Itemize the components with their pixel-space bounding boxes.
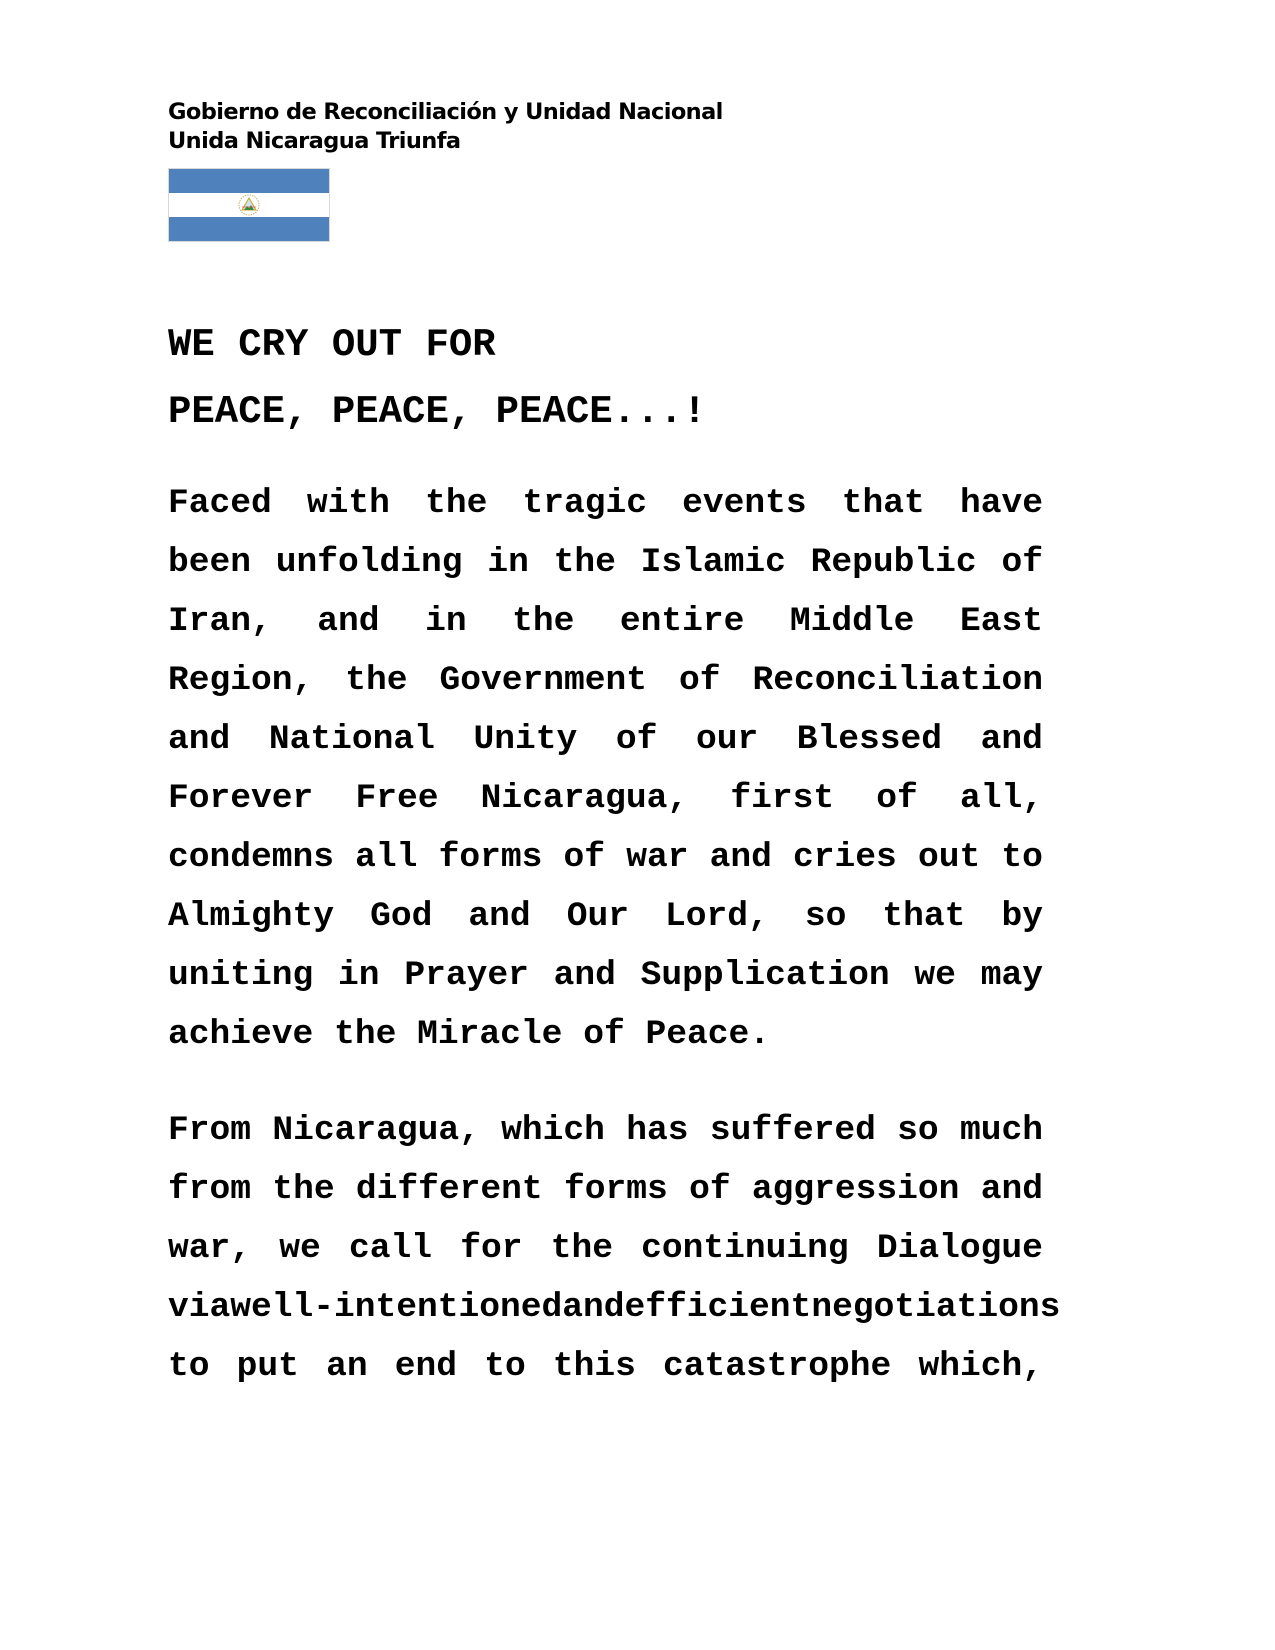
page-title-line2: PEACE, PEACE, PEACE...! (168, 390, 707, 434)
word: and (553, 956, 616, 995)
word: Dialogue (876, 1229, 1043, 1268)
word: have (959, 484, 1043, 523)
paragraph-line (168, 710, 1043, 769)
paragraph-line (168, 1005, 1043, 1064)
word: cries (793, 838, 897, 877)
word: tragic (522, 484, 647, 523)
word: has (626, 1111, 689, 1150)
word: Our (566, 897, 629, 936)
word: may (980, 956, 1043, 995)
word: catastrophe (663, 1347, 892, 1386)
word: well-intentioned (230, 1288, 563, 1327)
word: in (487, 543, 529, 582)
paragraph-line (168, 1337, 1043, 1396)
paragraph-2 (168, 1101, 1061, 1396)
word: and (168, 720, 231, 759)
word: and (317, 602, 380, 641)
word: first (730, 779, 835, 818)
word: of (615, 720, 658, 759)
word: Supplication (640, 956, 890, 995)
word: we (914, 956, 956, 995)
government-name: Gobierno de Reconciliación y Unidad Nacional (168, 99, 723, 125)
word: to (1001, 838, 1043, 877)
word: of (678, 661, 721, 700)
word: been (168, 543, 252, 582)
word: that (841, 484, 925, 523)
word: by (1001, 897, 1043, 936)
word: Unity (473, 720, 578, 759)
word: to (484, 1347, 526, 1386)
word: Iran, (168, 602, 272, 641)
paragraph-line (168, 1160, 1043, 1219)
word: uniting (168, 956, 314, 995)
word: we (279, 1229, 321, 1268)
coat-of-arms-icon (236, 194, 262, 216)
word: which, (918, 1347, 1043, 1386)
word: from (168, 1170, 252, 1209)
word: an (326, 1347, 368, 1386)
word: with (306, 484, 390, 523)
word: East (959, 602, 1043, 641)
word: National (268, 720, 435, 759)
paragraph-line (168, 769, 1043, 828)
paragraph-line (168, 828, 1043, 887)
word: war (626, 838, 689, 877)
word: so (897, 1111, 939, 1150)
word: Middle (789, 602, 915, 641)
word: From (168, 1111, 252, 1150)
word: Almighty (168, 897, 335, 936)
flag-middle-stripe (169, 193, 329, 217)
word: the (512, 602, 575, 641)
paragraph-line (168, 1219, 1043, 1278)
government-slogan: Unida Nicaragua Triunfa (168, 128, 461, 154)
word: all (355, 838, 418, 877)
word: of (583, 1015, 625, 1054)
word: Nicaragua, (272, 1111, 480, 1150)
word: so (804, 897, 847, 936)
word: in (425, 602, 467, 641)
word: the (553, 543, 616, 582)
word: and (468, 897, 531, 936)
paragraph-line (168, 651, 1043, 710)
flag-bottom-stripe (169, 217, 329, 241)
word: Lord, (665, 897, 769, 936)
letterhead (168, 98, 723, 156)
word: achieve (168, 1015, 314, 1054)
word: condemns (168, 838, 335, 877)
paragraph-line (168, 1101, 1043, 1160)
word: Free (355, 779, 439, 818)
word: the (550, 1229, 613, 1268)
word: the (272, 1170, 335, 1209)
word: Forever (168, 779, 314, 818)
word: Peace. (645, 1015, 771, 1054)
word: of (1001, 543, 1043, 582)
word: the (425, 484, 488, 523)
word: negotiations (811, 1288, 1061, 1327)
word: that (882, 897, 966, 936)
word: Prayer (404, 956, 529, 995)
word: this (552, 1347, 636, 1386)
word: call (348, 1229, 432, 1268)
word: of (876, 779, 918, 818)
word: the (345, 661, 408, 700)
word: via (168, 1288, 231, 1327)
word: Reconciliation (752, 661, 1043, 700)
word: war, (168, 1229, 252, 1268)
word: Nicaragua, (480, 779, 689, 818)
paragraph-line (168, 1278, 1061, 1337)
word: and (980, 720, 1043, 759)
word: forms (438, 838, 543, 877)
word: unfolding (275, 543, 463, 582)
word: put (236, 1347, 299, 1386)
word: continuing (641, 1229, 849, 1268)
word: events (682, 484, 807, 523)
word: Faced (168, 484, 272, 523)
word: efficient (624, 1288, 812, 1327)
word: Miracle (417, 1015, 563, 1054)
word: and (562, 1288, 625, 1327)
word: which (501, 1111, 605, 1150)
word: much (959, 1111, 1043, 1150)
word: Government (439, 661, 647, 700)
paragraph-line (168, 887, 1043, 946)
paragraph-1 (168, 474, 1043, 1064)
word: the (334, 1015, 397, 1054)
paragraph-line (168, 533, 1043, 592)
word: of (563, 838, 606, 877)
word: Blessed (796, 720, 943, 759)
word: Republic (810, 543, 977, 582)
word: suffered (709, 1111, 876, 1150)
word: our (695, 720, 759, 759)
word: aggression (751, 1170, 960, 1209)
word: out (917, 838, 981, 877)
word: all, (959, 779, 1043, 818)
word: to (168, 1347, 210, 1386)
word: forms (563, 1170, 668, 1209)
word: Islamic (640, 543, 786, 582)
word: and (709, 838, 772, 877)
word: of (689, 1170, 731, 1209)
word: in (338, 956, 380, 995)
word: Region, (168, 661, 314, 700)
word: and (980, 1170, 1043, 1209)
word: for (460, 1229, 523, 1268)
paragraph-line (168, 592, 1043, 651)
word: end (394, 1347, 458, 1386)
nicaragua-flag-icon (168, 168, 330, 242)
word: entire (619, 602, 745, 641)
paragraph-line (168, 474, 1043, 533)
word: God (370, 897, 433, 936)
word: different (355, 1170, 543, 1209)
flag-top-stripe (169, 169, 329, 193)
page-title-line1: WE CRY OUT FOR (168, 323, 496, 367)
paragraph-line (168, 946, 1043, 1005)
